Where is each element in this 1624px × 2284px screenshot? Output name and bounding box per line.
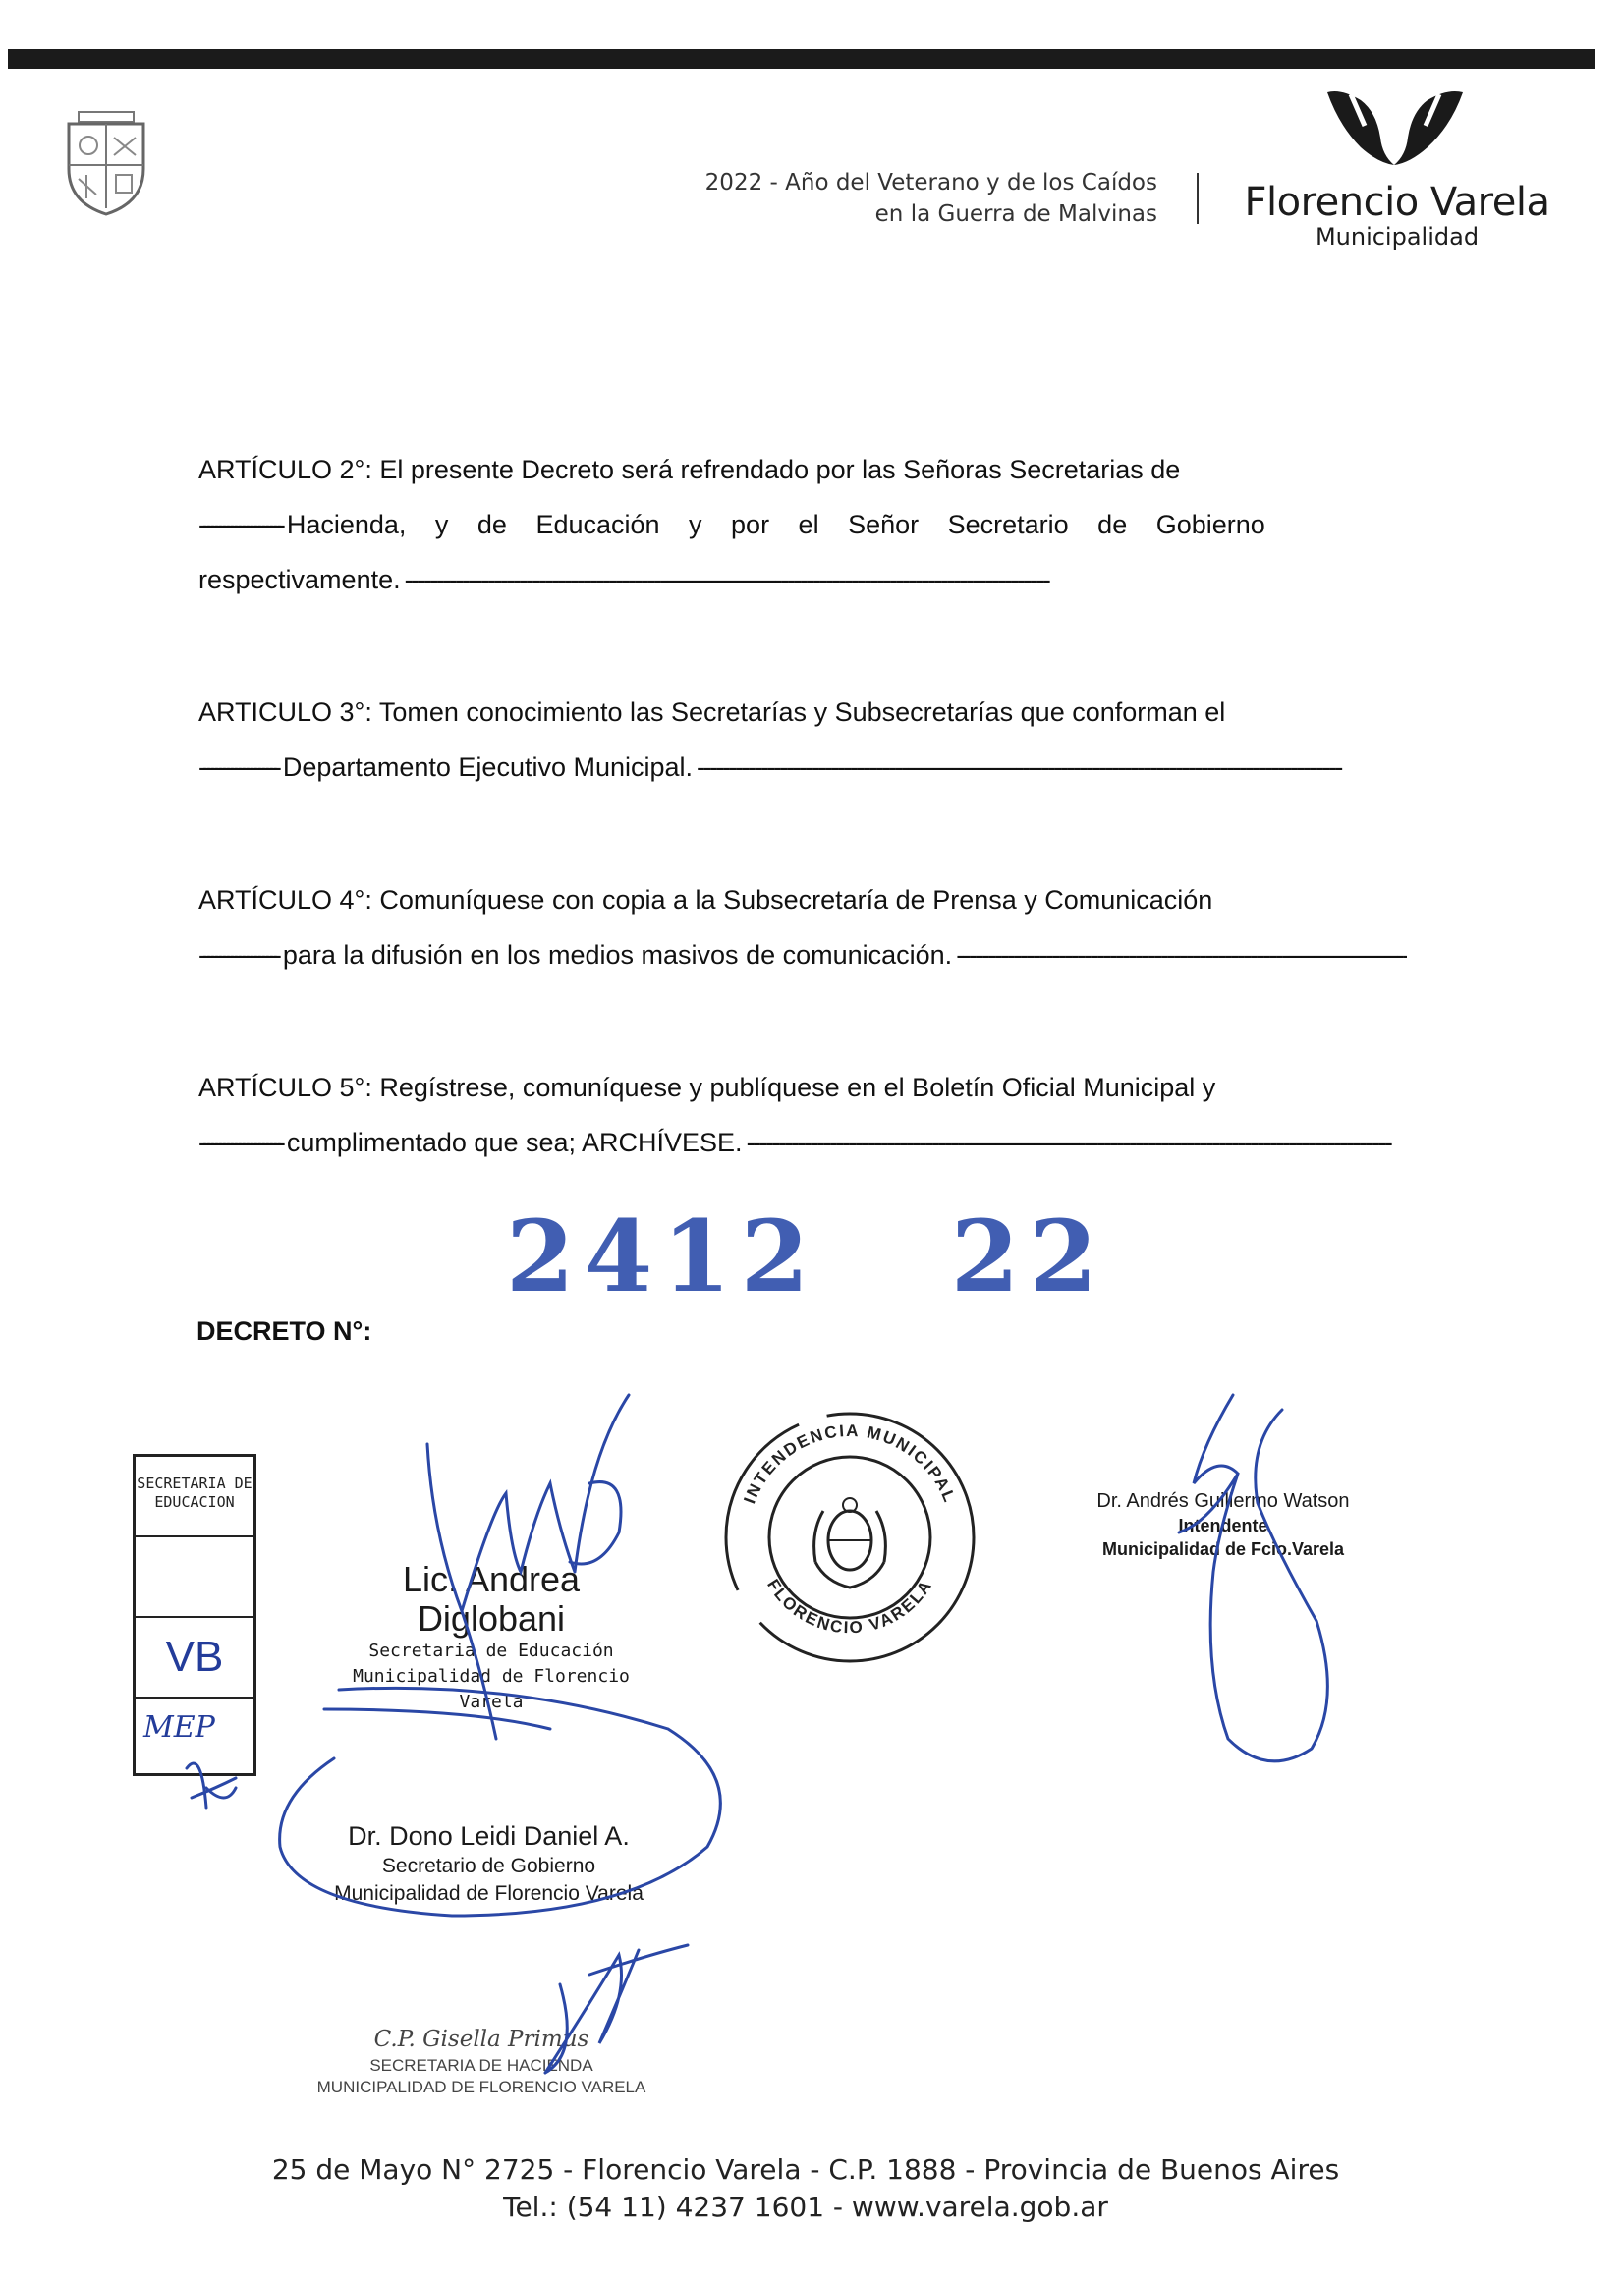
approval-box-header-cell [136,1457,253,1537]
decree-number: 2412 [506,1198,819,1314]
approval-box-initials-cell [136,1699,253,1777]
approval-box-header: SECRETARIA DE EDUCACION [137,1475,252,1511]
seal-top-text: INTENDENCIA MUNICIPAL [740,1421,960,1507]
approval-box-initials-cell [136,1618,253,1699]
line-text: ARTÍCULO 5°: Regístrese, comuníquese y publíquese en el Boletín Oficial Municipal y [198,1073,1216,1102]
signatory-name: Dr. Andrés Guillermo Watson [1096,1490,1350,1512]
line-lead: --------------------- [198,510,281,539]
signatory-org: Municipalidad de Fcio.Varela [1101,1539,1345,1559]
article-line [198,1115,1407,1170]
article-line [198,1060,1407,1115]
signatory-finance [285,2024,678,2098]
line-text: para la difusión en los medios masivos de comunicación. [282,940,953,970]
seal-bottom-text: FLORENCIO VARELA [763,1576,936,1638]
brand-subtitle: Municipalidad [1315,223,1480,251]
signatory-org: Municipalidad de Florencio Varela [334,1882,644,1905]
approval-initials-1: VB [165,1633,224,1681]
article-2 [198,442,1407,607]
line-text: respectivamente. [198,565,401,594]
motto-line-2: en la Guerra de Malvinas [874,201,1157,227]
article-line [198,497,1407,552]
article-4 [198,872,1407,982]
line-lead: -------------------- [198,940,277,970]
line-text: Departamento Ejecutivo Municipal. [282,752,694,782]
signatory-mayor [1071,1488,1375,1561]
decree-label: DECRETO N°: [196,1316,372,1346]
article-line [198,442,1407,497]
line-lead: -------------------- [198,752,277,782]
signatory-role: SECRETARIA DE HACIENDA [369,2056,593,2075]
line-text: ARTÍCULO 4°: Comuníquese con copia a la Subsecretaría de Prensa y Comunicación [198,885,1213,915]
signatory-role: Secretaria de Educación [368,1641,614,1661]
line-text: Hacienda, y de Educación y por el Señor Secretario de Gobierno [286,510,1265,539]
signatory-org: Municipalidad de Florencio Varela [353,1666,630,1712]
article-line [198,872,1407,927]
coat-of-arms-icon [814,1498,886,1588]
article-3 [198,685,1407,795]
signatory-name: Dr. Dono Leidi Daniel A. [348,1821,630,1851]
florencio-varela-logo-icon [1321,86,1469,167]
signatory-education [329,1560,653,1715]
article-line [198,685,1407,740]
article-line [198,552,1407,607]
footer [147,2151,1464,2226]
article-5 [198,1060,1407,1170]
line-text: ARTICULO 3°: Tomen conocimiento las Secretarías y Subsecretarías que conforman el [198,697,1226,727]
line-text: cumplimentado que sea; ARCHÍVESE. [286,1128,743,1157]
approval-box [133,1454,256,1776]
approval-box-empty-cell [136,1537,253,1618]
signatory-government [309,1819,668,1908]
signatory-name: C.P. Gisella Primus [373,2027,589,2052]
article-line [198,740,1407,795]
footer-address: 25 de Mayo N° 2725 - Florencio Varela - C.P. 1888 - Provincia de Buenos Aires [271,2153,1340,2186]
municipal-crest-icon [65,110,147,218]
signatory-role: Secretario de Gobierno [381,1855,596,1877]
signatory-org: MUNICIPALIDAD DE FLORENCIO VARELA [316,2078,646,2096]
top-border-bar [8,49,1595,69]
signatory-name: Lic. Andrea Diglobani [402,1559,581,1639]
footer-contact: Tel.: (54 11) 4237 1601 - www.varela.gob.ar [503,2191,1108,2223]
commemorative-motto [550,167,1157,230]
municipal-seal [717,1405,982,1670]
brand-block [1240,181,1554,250]
line-lead: --------------------- [198,1128,281,1157]
header-divider [1197,173,1199,224]
motto-line-1: 2022 - Año del Veterano y de los Caídos [704,170,1157,195]
article-line [198,927,1407,982]
decree-number-stamp [506,1198,1107,1314]
line-text: ARTÍCULO 2°: El presente Decreto será refrendado por las Señoras Secretarias de [198,455,1181,484]
signature-mayor [1179,1395,1327,1761]
decree-year: 22 [950,1198,1107,1314]
approval-initials-2: MEP [143,1710,215,1745]
brand-name: Florencio Varela [1244,180,1550,225]
signatory-role: Intendente [1178,1516,1268,1535]
